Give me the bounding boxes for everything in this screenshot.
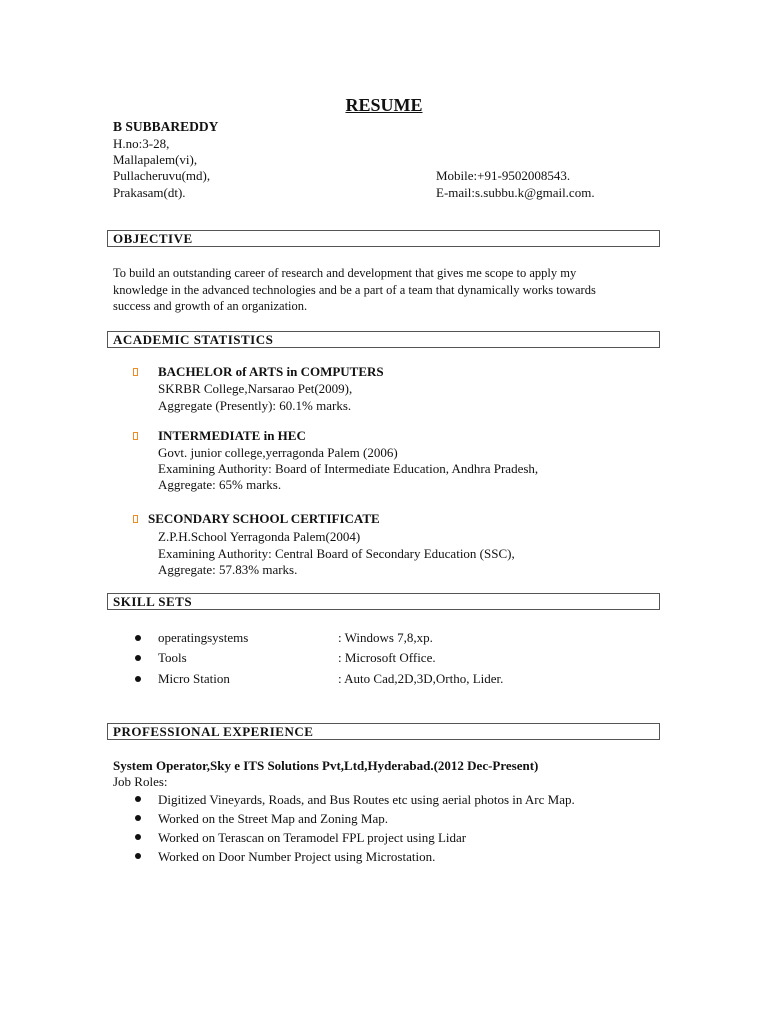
objective-line: knowledge in the advanced technologies and be a part of a team that dynamically works towards <box>113 282 596 297</box>
skills-heading: SKILL SETS <box>107 593 660 610</box>
degree-detail: Z.P.H.School Yerragonda Palem(2004) <box>158 529 361 544</box>
address-line: Prakasam(dt). <box>113 185 186 200</box>
degree-title: BACHELOR of ARTS in COMPUTERS <box>158 364 384 379</box>
objective-line: To build an outstanding career of research and development that gives me scope to apply my <box>113 266 577 280</box>
bullet-icon <box>135 815 141 821</box>
academic-heading: ACADEMIC STATISTICS <box>107 331 660 348</box>
degree-detail: SKRBR College,Narsarao Pet(2009), <box>158 381 353 396</box>
address-line: Pullacheruvu(md), <box>113 168 211 183</box>
degree-detail: Aggregate (Presently): 60.1% marks. <box>158 398 352 413</box>
degree-detail: Aggregate: 65% marks. <box>158 477 282 492</box>
bullet-icon <box>135 676 141 682</box>
skill-value: : Windows 7,8,xp. <box>338 630 433 645</box>
skill-label: Tools <box>158 650 187 665</box>
resume-title: RESUME <box>345 95 423 115</box>
job-position: System Operator,Sky e ITS Solutions Pvt,Ltd,Hyderabad.(2012 Dec-Present) <box>113 758 539 773</box>
skill-value: : Auto Cad,2D,3D,Ortho, Lider. <box>338 671 504 686</box>
degree-title: INTERMEDIATE in HEC <box>158 428 306 443</box>
address-line: H.no:3-28, <box>113 136 170 151</box>
objective-heading: OBJECTIVE <box>107 230 660 247</box>
objective-text <box>113 265 655 315</box>
job-role-item: Worked on Door Number Project using Microstation. <box>158 849 436 864</box>
degree-detail: Aggregate: 57.83% marks. <box>158 562 298 577</box>
bullet-icon <box>135 635 141 641</box>
address-line: Mallapalem(vi), <box>113 152 198 167</box>
skill-value: : Microsoft Office. <box>338 650 436 665</box>
degree-detail: Examining Authority: Board of Intermediate Education, Andhra Pradesh, <box>158 461 539 476</box>
job-role-item: Worked on Terascan on Teramodel FPL project using Lidar <box>158 830 467 845</box>
mobile-number: Mobile:+91-9502008543. <box>436 168 571 183</box>
bullet-icon <box>135 853 141 859</box>
job-roles-label: Job Roles: <box>113 774 168 789</box>
square-bullet-icon <box>133 515 138 523</box>
skill-label: operatingsystems <box>158 630 249 645</box>
bullet-icon <box>135 655 141 661</box>
bullet-icon <box>135 834 141 840</box>
square-bullet-icon <box>133 432 138 440</box>
bullet-icon <box>135 796 141 802</box>
skill-label: Micro Station <box>158 671 230 686</box>
square-bullet-icon <box>133 368 138 376</box>
experience-heading: PROFESSIONAL EXPERIENCE <box>107 723 660 740</box>
job-role-item: Worked on the Street Map and Zoning Map. <box>158 811 389 826</box>
objective-line: success and growth of an organization. <box>113 299 308 313</box>
email-address: E-mail:s.subbu.k@gmail.com. <box>436 185 595 200</box>
degree-title: SECONDARY SCHOOL CERTIFICATE <box>148 511 380 526</box>
job-role-item: Digitized Vineyards, Roads, and Bus Routes etc using aerial photos in Arc Map. <box>158 792 575 807</box>
degree-detail: Govt. junior college,yerragonda Palem (2006) <box>158 445 398 460</box>
degree-detail: Examining Authority: Central Board of Secondary Education (SSC), <box>158 546 515 561</box>
candidate-name: B SUBBAREDDY <box>113 119 219 134</box>
